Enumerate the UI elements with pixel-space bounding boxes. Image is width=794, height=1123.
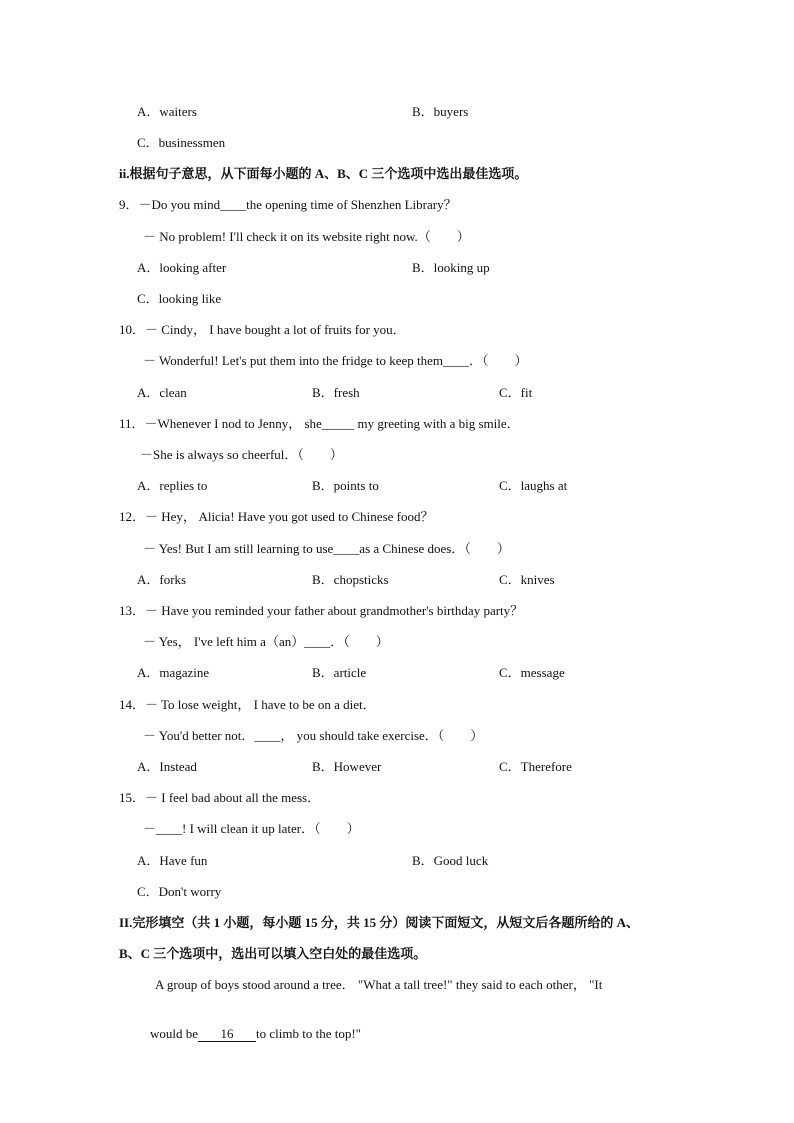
q12-option-a: A．forks	[137, 572, 187, 587]
q11-line2: －She is always so cheerful．（ ）	[140, 447, 343, 462]
q15-option-c: C．Don't worry	[137, 884, 222, 899]
q10-line2: － Wonderful! Let's put them into the fridge to keep them____．（ ）	[143, 353, 528, 368]
q14-option-b: B．However	[312, 759, 382, 774]
q14-option-a: A．Instead	[137, 759, 197, 774]
q8-option-a: A．waiters	[137, 104, 197, 119]
q12-line1: 12．－ Hey， Alicia! Have you got used to Chinese food？	[119, 509, 434, 524]
q10-line1: 10．－ Cindy， I have bought a lot of fruits for you．	[119, 322, 406, 337]
q15-option-b: B．Good luck	[412, 853, 489, 868]
q14-option-c: C．Therefore	[499, 759, 572, 774]
passage-line2	[137, 1007, 361, 1061]
q11-option-a: A．replies to	[137, 478, 208, 493]
passage-line2-after: to climb to the top!"	[256, 1026, 361, 1041]
q13-line1: 13．－ Have you reminded your father about grandmother's birthday party？	[119, 603, 524, 618]
q15-line2: －____! I will clean it up later．（ ）	[143, 821, 360, 836]
q9-line1: 9．－Do you mind____the opening time of Shenzhen Library？	[119, 197, 457, 212]
q14-line1: 14．－ To lose weight， I have to be on a diet．	[119, 697, 376, 712]
q13-option-a: A．magazine	[137, 665, 210, 680]
q12-line2: － Yes! But I am still learning to use____as a Chinese does．（ ）	[143, 541, 510, 556]
q11-line1: 11．－Whenever I nod to Jenny， she_____ my greeting with a big smile．	[119, 416, 520, 431]
section-II-heading-line2: B、C 三个选项中，选出可以填入空白处的最佳选项。	[119, 946, 427, 961]
q8-option-c: C．businessmen	[137, 135, 226, 150]
section-II-heading-line1: II.完形填空（共 1 小题，每小题 15 分，共 15 分）阅读下面短文，从短文后各题所给的 A、	[119, 915, 640, 930]
q15-line1: 15．－ I feel bad about all the mess．	[119, 790, 321, 805]
q13-option-c: C．message	[499, 665, 565, 680]
blank-16: 16	[198, 1026, 256, 1042]
q9-line2: － No problem! I'll check it on its website right now.（ ）	[143, 229, 470, 244]
q8-option-b: B．buyers	[412, 104, 469, 119]
q15-option-a: A．Have fun	[137, 853, 208, 868]
q9-option-b: B．looking up	[412, 260, 490, 275]
passage-line2-before: would be	[150, 1026, 199, 1041]
q12-option-b: B．chopsticks	[312, 572, 389, 587]
passage-line1: A group of boys stood around a tree． "What a tall tree!" they said to each other， "It	[155, 977, 603, 992]
q12-option-c: C．knives	[499, 572, 555, 587]
q13-option-b: B．article	[312, 665, 367, 680]
q11-option-c: C．laughs at	[499, 478, 568, 493]
q11-option-b: B．points to	[312, 478, 379, 493]
q10-option-a: A．clean	[137, 385, 187, 400]
q10-option-c: C．fit	[499, 385, 533, 400]
q10-option-b: B．fresh	[312, 385, 360, 400]
section-ii-heading: ii.根据句子意思，从下面每小题的 A、B、C 三个选项中选出最佳选项。	[119, 166, 528, 181]
q13-line2: － Yes， I've left him a（an）____．（ ）	[143, 634, 389, 649]
q9-option-a: A．looking after	[137, 260, 227, 275]
q14-line2: － You'd better not．____， you should take exercise．（ ）	[143, 728, 484, 743]
q9-option-c: C．looking like	[137, 291, 222, 306]
